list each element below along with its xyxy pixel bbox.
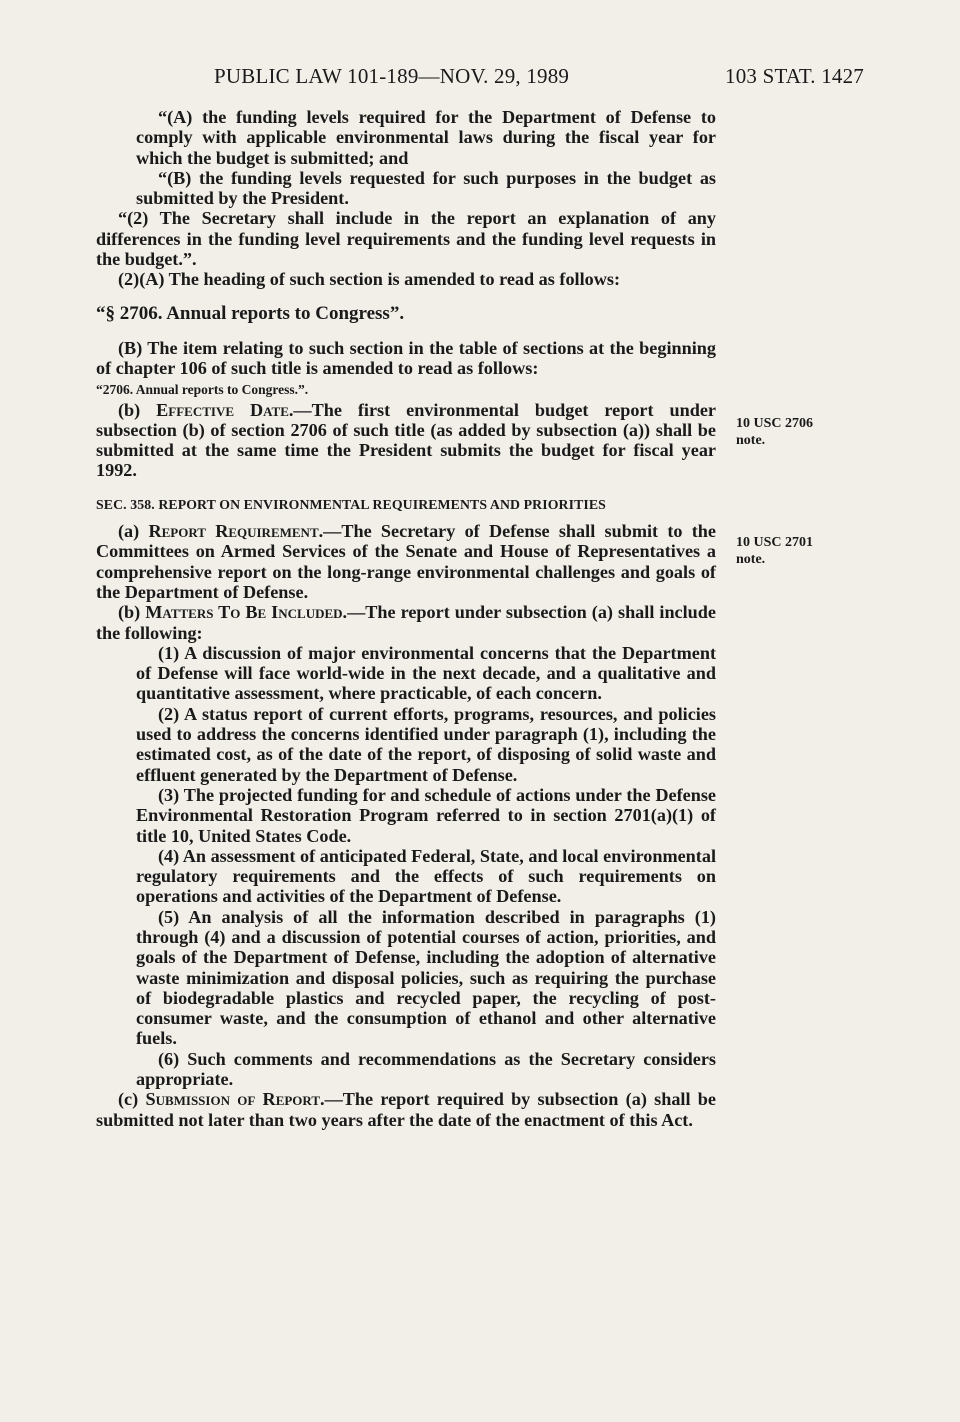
header-public-law: PUBLIC LAW 101-189—NOV. 29, 1989 [214, 64, 570, 88]
list-item-5: (5) An analysis of all the information described in paragraphs (1) through (4) and a discussion of potential courses of action, priorities, and goals of the Department of Defense, including the adoption of alternative waste minimization and disposal policies, such as requiring the purchase of biodegradable plastics and recycled paper, the recycling of post-consumer waste, and the consumption of ethanol and other alternative fuels. [136, 906, 716, 1049]
list-item-4: (4) An assessment of anticipated Federal, State, and local environmental regulatory requirements and the effects of such requirements on operations and activities of the Department of Defense. [136, 845, 716, 907]
subsection-caption: Effective Date [156, 399, 289, 420]
subsection-label: (b) [118, 602, 146, 623]
margin-note-suffix: note. [736, 433, 766, 448]
paragraph-heading-amendment: (2)(A) The heading of such section is amended to read as follows: [118, 269, 621, 290]
document-body [96, 107, 716, 1130]
margin-note-citation: 10 USC 2706 [736, 416, 814, 431]
list-item-1: (1) A discussion of major environmental concerns that the Department of Defense will face world-wide in the next decade, and a qualitative and quantitative assessment, where practicable, of each concern. [136, 642, 716, 704]
subsection-c-submission [96, 1089, 716, 1130]
subsection-text: .—The first environmental budget report under subsection (b) of section 2706 of such title (as added by subsection (a)) shall be submitted at the same time the President submits the budget for fiscal year 1992. [96, 399, 716, 481]
subsection-caption: Report Requirement [148, 521, 319, 542]
paragraph-table-of-sections: (B) The item relating to such section in the table of sections at the beginning of chapter 106 of such title is amended to read as follows: [96, 337, 716, 379]
section-358-heading: SEC. 358. REPORT ON ENVIRONMENTAL REQUIREMENTS AND PRIORITIES [96, 496, 606, 512]
section-2706-heading: “§ 2706. Annual reports to Congress”. [96, 302, 405, 324]
subsection-a-report-requirement [96, 521, 716, 602]
margin-note-suffix: note. [736, 552, 766, 567]
subsection-caption: Submission of Report [145, 1089, 321, 1110]
margin-note-2706 [736, 415, 813, 449]
list-item-2: (2) A status report of current efforts, programs, resources, and policies used to address the concerns identified under paragraph (1), including the estimated cost, as of the date of the report, of disposing of solid waste and effluent generated by the Department of Defense. [136, 703, 716, 785]
subsection-caption: Matters To Be Included [145, 602, 343, 623]
paragraph-b-funding-requested: “(B) the funding levels requested for such purposes in the budget as submitted by the President. [136, 167, 716, 209]
subsection-label: (a) [118, 521, 149, 542]
paragraph-2-explanation: “(2) The Secretary shall include in the report an explanation of any differences in the funding level requirements and the funding level requests in the budget.”. [96, 208, 716, 270]
subsection-text: .—The report required by subsection (a) shall be submitted not later than two years after the date of the enactment of this Act. [96, 1089, 716, 1130]
subsection-b-matters-included [96, 602, 716, 643]
subsection-text: .—The report under subsection (a) shall include the following: [96, 602, 716, 643]
subsection-label: (b) [118, 399, 157, 420]
list-item-6: (6) Such comments and recommendations as the Secretary considers appropriate. [136, 1048, 716, 1090]
subsection-text: .—The Secretary of Defense shall submit to the Committees on Armed Services of the Senate and House of Representatives a comprehensive report on the long-range environmental challenges and goals of the Department of Defense. [96, 521, 716, 602]
paragraph-a-funding-required: “(A) the funding levels required for the Department of Defense to comply with applicable environmental laws during the fiscal year for which the budget is submitted; and [136, 107, 716, 168]
subsection-b-effective-date [96, 400, 716, 481]
subsection-label: (c) [118, 1089, 146, 1110]
margin-note-2701 [736, 534, 813, 568]
list-item-3: (3) The projected funding for and schedule of actions under the Defense Environmental Restoration Program referred to in section 2701(a)(1) of title 10, United States Code. [136, 784, 716, 846]
table-of-sections-item: “2706. Annual reports to Congress.”. [96, 381, 309, 397]
header-stat-page: 103 STAT. 1427 [725, 64, 864, 88]
margin-note-citation: 10 USC 2701 [736, 535, 814, 550]
